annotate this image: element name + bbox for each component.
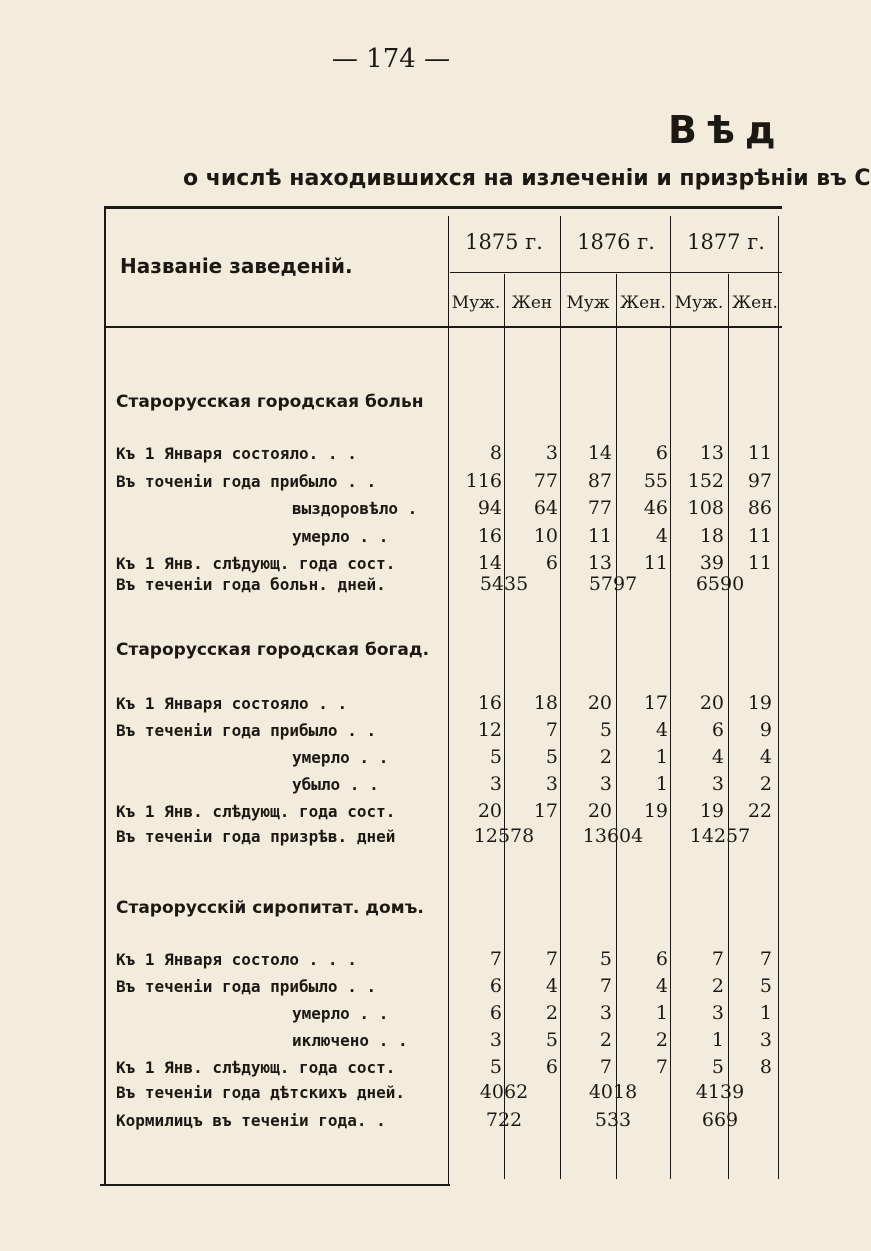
cell-value: 20 xyxy=(587,692,612,714)
cell-value: 6 xyxy=(489,1002,502,1024)
cell-value: 16 xyxy=(477,692,502,714)
cell-value: 11 xyxy=(747,524,772,547)
header-sex: Муж xyxy=(566,293,610,313)
row-label: умерло . . xyxy=(292,526,389,546)
cell-value: 2 xyxy=(599,746,612,768)
row-label: Въ теченіи года больн. дней. xyxy=(116,575,386,594)
cell-value: 3 xyxy=(711,1002,724,1024)
total-value: 5435 xyxy=(479,573,529,595)
cell-value: 5 xyxy=(545,1029,558,1051)
cell-value: 2 xyxy=(711,975,724,997)
row-label: Къ 1 Января состояло. . . xyxy=(116,444,357,463)
cell-value: 5 xyxy=(599,948,612,970)
cell-value: 13 xyxy=(587,552,612,574)
cell-value: 4 xyxy=(545,975,558,997)
row-label: Въ теченіи года призрѣв. дней xyxy=(116,827,396,846)
cell-value: 18 xyxy=(699,524,724,547)
total-value: 5797 xyxy=(588,573,638,595)
cell-value: 7 xyxy=(545,719,558,741)
cell-value: 8 xyxy=(759,1056,772,1078)
cell-value: 7 xyxy=(599,975,612,997)
cell-value: 4 xyxy=(655,975,668,997)
cell-value: 6 xyxy=(545,552,558,574)
cell-value: 77 xyxy=(533,469,558,492)
cell-value: 10 xyxy=(533,524,558,547)
header-sex: Жен. xyxy=(732,293,778,313)
cell-value: 1 xyxy=(711,1029,724,1051)
row-label: Къ 1 Января состояло . . xyxy=(116,694,348,713)
header-sex: Муж. xyxy=(451,293,501,313)
row-label: Къ 1 Января состоло . . . xyxy=(116,950,357,969)
cell-value: 1 xyxy=(655,746,668,768)
cell-value: 16 xyxy=(477,524,502,547)
total-value: 13604 xyxy=(582,825,644,847)
cell-value: 116 xyxy=(465,469,502,492)
cell-value: 86 xyxy=(747,497,772,519)
cell-value: 7 xyxy=(489,948,502,970)
column-divider xyxy=(616,274,617,1179)
section-title: Старорусская городская богад. xyxy=(116,640,430,660)
header-year: 1876 г. xyxy=(577,230,655,254)
cell-value: 2 xyxy=(545,1002,558,1024)
cell-value: 11 xyxy=(643,552,668,574)
cell-value: 4 xyxy=(655,719,668,741)
cell-value: 55 xyxy=(643,469,668,492)
cell-value: 77 xyxy=(587,497,612,519)
cell-value: 7 xyxy=(655,1056,668,1078)
cell-value: 5 xyxy=(489,746,502,768)
cell-value: 20 xyxy=(587,800,612,822)
row-label: умерло . . xyxy=(292,748,389,767)
cell-value: 94 xyxy=(477,497,502,519)
cell-value: 3 xyxy=(489,773,502,795)
column-divider xyxy=(670,216,671,1179)
cell-value: 3 xyxy=(599,773,612,795)
cell-value: 2 xyxy=(655,1029,668,1051)
cell-value: 17 xyxy=(643,692,668,714)
cell-value: 19 xyxy=(747,692,772,714)
row-label: Кормилицъ въ теченіи года. . xyxy=(116,1111,386,1130)
total-value: 14257 xyxy=(689,825,751,847)
row-label: Къ 1 Янв. слѣдующ. года сост. xyxy=(116,554,396,573)
cell-value: 3 xyxy=(599,1002,612,1024)
column-divider xyxy=(778,216,779,1179)
row-label: иключено . . xyxy=(292,1031,408,1050)
cell-value: 11 xyxy=(587,524,612,547)
document-subtitle: о числѣ находившихся на излеченіи и призрѣніи въ С xyxy=(183,166,871,191)
column-divider xyxy=(504,274,505,1179)
row-label: Въ теченіи года прибыло . . xyxy=(116,721,377,740)
cell-value: 3 xyxy=(489,1029,502,1051)
cell-value: 6 xyxy=(655,948,668,970)
cell-value: 17 xyxy=(533,800,558,822)
table-top-rule xyxy=(104,206,782,209)
cell-value: 2 xyxy=(759,773,772,795)
cell-value: 87 xyxy=(587,469,612,492)
row-label: Въ теченіи года дѣтскихъ дней. xyxy=(116,1083,405,1102)
total-value: 669 xyxy=(701,1109,739,1131)
cell-value: 6 xyxy=(711,719,724,741)
row-label: Въ точеніи года прибыло . . xyxy=(116,471,377,491)
column-divider xyxy=(448,216,449,1186)
cell-value: 4 xyxy=(655,524,668,547)
total-value: 12578 xyxy=(473,825,535,847)
cell-value: 13 xyxy=(699,442,724,464)
cell-value: 1 xyxy=(655,773,668,795)
cell-value: 9 xyxy=(759,719,772,741)
header-sex: Жен. xyxy=(620,293,666,313)
section-title: Старорусская городская больн xyxy=(116,392,424,412)
header-name-column: Названіе заведеній. xyxy=(120,254,353,278)
cell-value: 5 xyxy=(759,975,772,997)
total-value: 4018 xyxy=(588,1081,638,1103)
header-sex: Муж. xyxy=(674,293,724,313)
cell-value: 6 xyxy=(489,975,502,997)
row-label: Къ 1 Янв. слѣдующ. года сост. xyxy=(116,1058,396,1077)
cell-value: 20 xyxy=(477,800,502,822)
cell-value: 1 xyxy=(759,1002,772,1024)
cell-value: 39 xyxy=(699,552,724,574)
row-label: выздоровѣло . xyxy=(292,499,418,518)
column-divider xyxy=(560,216,561,1179)
cell-value: 97 xyxy=(747,469,772,492)
cell-value: 8 xyxy=(489,442,502,464)
cell-value: 3 xyxy=(759,1029,772,1051)
row-label: Въ теченіи года прибыло . . xyxy=(116,977,377,996)
cell-value: 46 xyxy=(643,497,668,519)
cell-value: 20 xyxy=(699,692,724,714)
header-year: 1875 г. xyxy=(465,230,543,254)
cell-value: 2 xyxy=(599,1029,612,1051)
cell-value: 1 xyxy=(655,1002,668,1024)
cell-value: 7 xyxy=(759,948,772,970)
document-title: Вѣд xyxy=(668,108,786,152)
year-sex-divider xyxy=(450,272,782,273)
total-value: 533 xyxy=(594,1109,632,1131)
cell-value: 18 xyxy=(533,692,558,714)
cell-value: 5 xyxy=(545,746,558,768)
header-year: 1877 г. xyxy=(687,230,765,254)
cell-value: 14 xyxy=(587,442,612,464)
header-sex: Жен xyxy=(511,293,553,313)
cell-value: 7 xyxy=(599,1056,612,1078)
cell-value: 14 xyxy=(477,552,502,574)
cell-value: 5 xyxy=(711,1056,724,1078)
cell-value: 22 xyxy=(747,800,772,822)
cell-value: 3 xyxy=(711,773,724,795)
row-label: умерло . . xyxy=(292,1004,389,1023)
row-label: Къ 1 Янв. слѣдующ. года сост. xyxy=(116,802,396,821)
cell-value: 11 xyxy=(747,552,772,574)
cell-value: 64 xyxy=(533,497,558,519)
table-left-border xyxy=(104,206,106,1186)
cell-value: 7 xyxy=(711,948,724,970)
total-value: 4062 xyxy=(479,1081,529,1103)
cell-value: 19 xyxy=(643,800,668,822)
cell-value: 4 xyxy=(759,746,772,768)
total-value: 722 xyxy=(485,1109,523,1131)
cell-value: 6 xyxy=(545,1056,558,1078)
cell-value: 11 xyxy=(747,442,772,464)
cell-value: 3 xyxy=(545,773,558,795)
cell-value: 3 xyxy=(545,442,558,464)
cell-value: 5 xyxy=(599,719,612,741)
cell-value: 5 xyxy=(489,1056,502,1078)
total-value: 6590 xyxy=(695,573,745,595)
cell-value: 12 xyxy=(477,719,502,741)
page-number: — 174 — xyxy=(331,44,451,74)
header-bottom-rule xyxy=(104,326,782,328)
cell-value: 7 xyxy=(545,948,558,970)
cell-value: 152 xyxy=(687,469,724,492)
table-bottom-rule xyxy=(100,1184,450,1186)
cell-value: 19 xyxy=(699,800,724,822)
total-value: 4139 xyxy=(695,1081,745,1103)
cell-value: 108 xyxy=(687,497,724,519)
cell-value: 4 xyxy=(711,746,724,768)
section-title: Старорусскій сиропитат. домъ. xyxy=(116,898,424,918)
row-label: убыло . . xyxy=(292,775,379,794)
cell-value: 6 xyxy=(655,442,668,464)
